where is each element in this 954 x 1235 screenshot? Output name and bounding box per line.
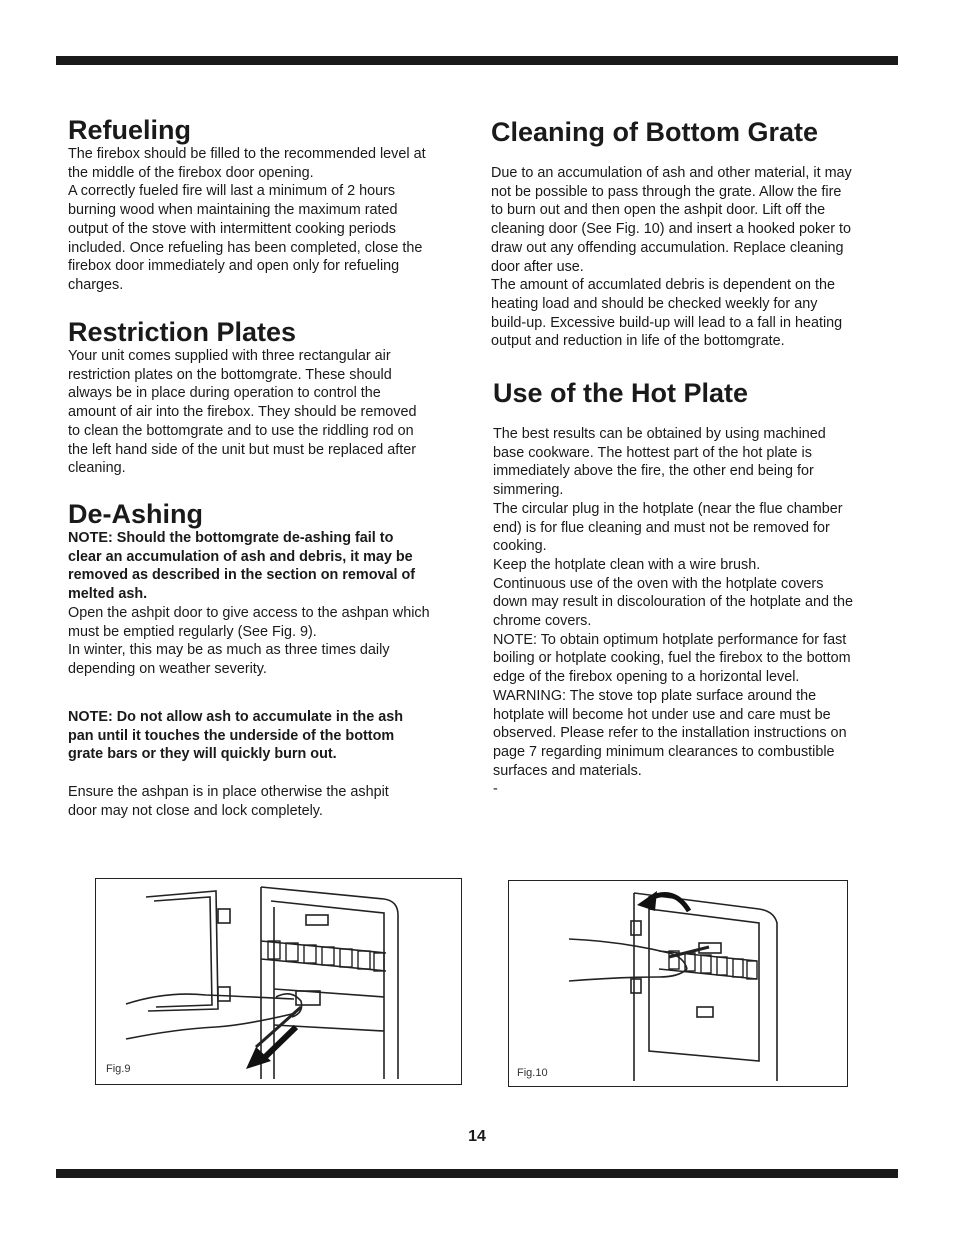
text-line: The firebox should be filled to the recommended level at <box>68 146 426 162</box>
text-line: grate bars or they will quickly burn out. <box>68 746 337 763</box>
restriction-plates-heading: Restriction Plates <box>68 317 297 347</box>
text-line: observed. Please refer to the installation instructions on <box>493 725 847 742</box>
text-line: restriction plates on the bottomgrate. These should <box>68 366 392 383</box>
text-line: not be possible to pass through the grate. Allow the fire <box>491 183 842 200</box>
text-line: NOTE: To obtain optimum hotplate performance for fast <box>493 631 847 648</box>
refueling-body <box>68 145 468 295</box>
text-line: burning wood when maintaining the maximum rated <box>68 202 398 219</box>
ashpan-note <box>68 783 468 820</box>
text-line: Open the ashpit door to give access to the ashpan which <box>68 604 430 621</box>
text-line: build-up. Excessive build-up will lead to a fall in heating <box>491 314 843 331</box>
text-line: chrome covers. <box>493 613 592 630</box>
cleaning-door-drawing <box>509 881 847 1086</box>
cleaning-body <box>491 164 891 351</box>
hot-plate-heading: Use of the Hot Plate <box>493 378 749 408</box>
text-line: cleaning door (See Fig. 10) and insert a hooked poker to <box>491 221 851 238</box>
cleaning-bottom-grate-section <box>491 117 891 351</box>
text-line: Continuous use of the oven with the hotplate covers <box>493 575 824 592</box>
de-ashing-body <box>68 604 468 679</box>
text-line: WARNING: The stove top plate surface around the <box>493 687 817 704</box>
text-line: base cookware. The hottest part of the hot plate is <box>493 444 812 461</box>
de-ashing-section <box>68 499 468 679</box>
text-line: end) is for flue cleaning and must not be removed for <box>493 519 830 536</box>
ash-warning-note <box>68 708 468 764</box>
de-ashing-heading: De-Ashing <box>68 499 203 529</box>
bottom-rule <box>56 1169 898 1178</box>
text-line: edge of the firebox opening to a horizontal level. <box>493 669 800 686</box>
text-line: depending on weather severity. <box>68 660 267 677</box>
text-line: to burn out and then open the ashpit door. Lift off the <box>491 202 826 219</box>
ashpan-removal-drawing <box>96 879 461 1084</box>
text-line: - <box>493 781 498 798</box>
text-line: amount of air into the firebox. They should be removed <box>68 404 417 421</box>
text-line: Your unit comes supplied with three rectangular air <box>68 348 391 364</box>
text-line: included. Once refueling has been completed, close the <box>68 239 423 256</box>
text-line: the middle of the firebox door opening. <box>68 164 314 181</box>
text-line: Ensure the ashpan is in place otherwise the ashpit <box>68 784 389 800</box>
text-line: cooking. <box>493 538 547 555</box>
refueling-section <box>68 115 468 295</box>
text-line: Due to an accumulation of ash and other material, it may <box>491 165 852 181</box>
text-line: melted ash. <box>68 586 148 603</box>
text-line: cleaning. <box>68 460 126 477</box>
page-number: 14 <box>468 1128 486 1145</box>
text-line: The amount of accumlated debris is dependent on the <box>491 277 835 294</box>
text-line: always be in place during operation to control the <box>68 385 381 402</box>
text-line: immediately above the fire, the other end being for <box>493 463 814 480</box>
text-line: door after use. <box>491 258 584 275</box>
text-line: boiling or hotplate cooking, fuel the firebox to the bottom <box>493 650 851 667</box>
text-line: to clean the bottomgrate and to use the riddling rod on <box>68 422 414 439</box>
figure-10-illustration <box>508 880 848 1087</box>
text-line: the left hand side of the unit but must be replaced after <box>68 441 416 458</box>
text-line: output of the stove with intermittent cooking periods <box>68 220 396 237</box>
text-line: A correctly fueled fire will last a minimum of 2 hours <box>68 183 396 200</box>
figure-9-label: Fig.9 <box>106 1063 131 1075</box>
text-line: simmering. <box>493 482 564 499</box>
text-line: The circular plug in the hotplate (near the flue chamber <box>493 500 843 517</box>
restriction-plates-section <box>68 317 468 478</box>
text-line: NOTE: Do not allow ash to accumulate in the ash <box>68 709 404 725</box>
cleaning-heading: Cleaning of Bottom Grate <box>491 117 819 147</box>
text-line: must be emptied regularly (See Fig. 9). <box>68 623 317 640</box>
text-line: surfaces and materials. <box>493 762 642 779</box>
text-line: The best results can be obtained by using machined <box>493 426 826 442</box>
hot-plate-section <box>493 378 893 799</box>
text-line: pan until it touches the underside of the bottom <box>68 727 395 744</box>
text-line: clear an accumulation of ash and debris, it may be <box>68 548 413 565</box>
refueling-heading: Refueling <box>68 115 192 145</box>
text-line: Keep the hotplate clean with a wire brush. <box>493 556 761 573</box>
restriction-plates-body <box>68 347 468 478</box>
text-line: firebox door immediately and open only for refueling <box>68 258 400 275</box>
text-line: door may not close and lock completely. <box>68 802 323 819</box>
text-line: hotplate will become hot under use and care must be <box>493 706 831 723</box>
text-line: page 7 regarding minimum clearances to combustible <box>493 743 835 760</box>
de-ashing-note <box>68 529 468 604</box>
text-line: removed as described in the section on removal of <box>68 567 416 584</box>
text-line: NOTE: Should the bottomgrate de-ashing fail to <box>68 530 394 546</box>
text-line: output and reduction in life of the bottomgrate. <box>491 333 785 350</box>
top-rule <box>56 56 898 65</box>
text-line: draw out any offending accumulation. Replace cleaning <box>491 239 844 256</box>
text-line: In winter, this may be as much as three times daily <box>68 642 390 659</box>
figure-9-illustration <box>95 878 462 1085</box>
text-line: charges. <box>68 276 124 293</box>
figure-10-label: Fig.10 <box>517 1067 548 1079</box>
hot-plate-body <box>493 425 893 799</box>
text-line: heating load and should be checked weekly for any <box>491 295 818 312</box>
text-line: down may result in discolouration of the hotplate and the <box>493 594 853 611</box>
